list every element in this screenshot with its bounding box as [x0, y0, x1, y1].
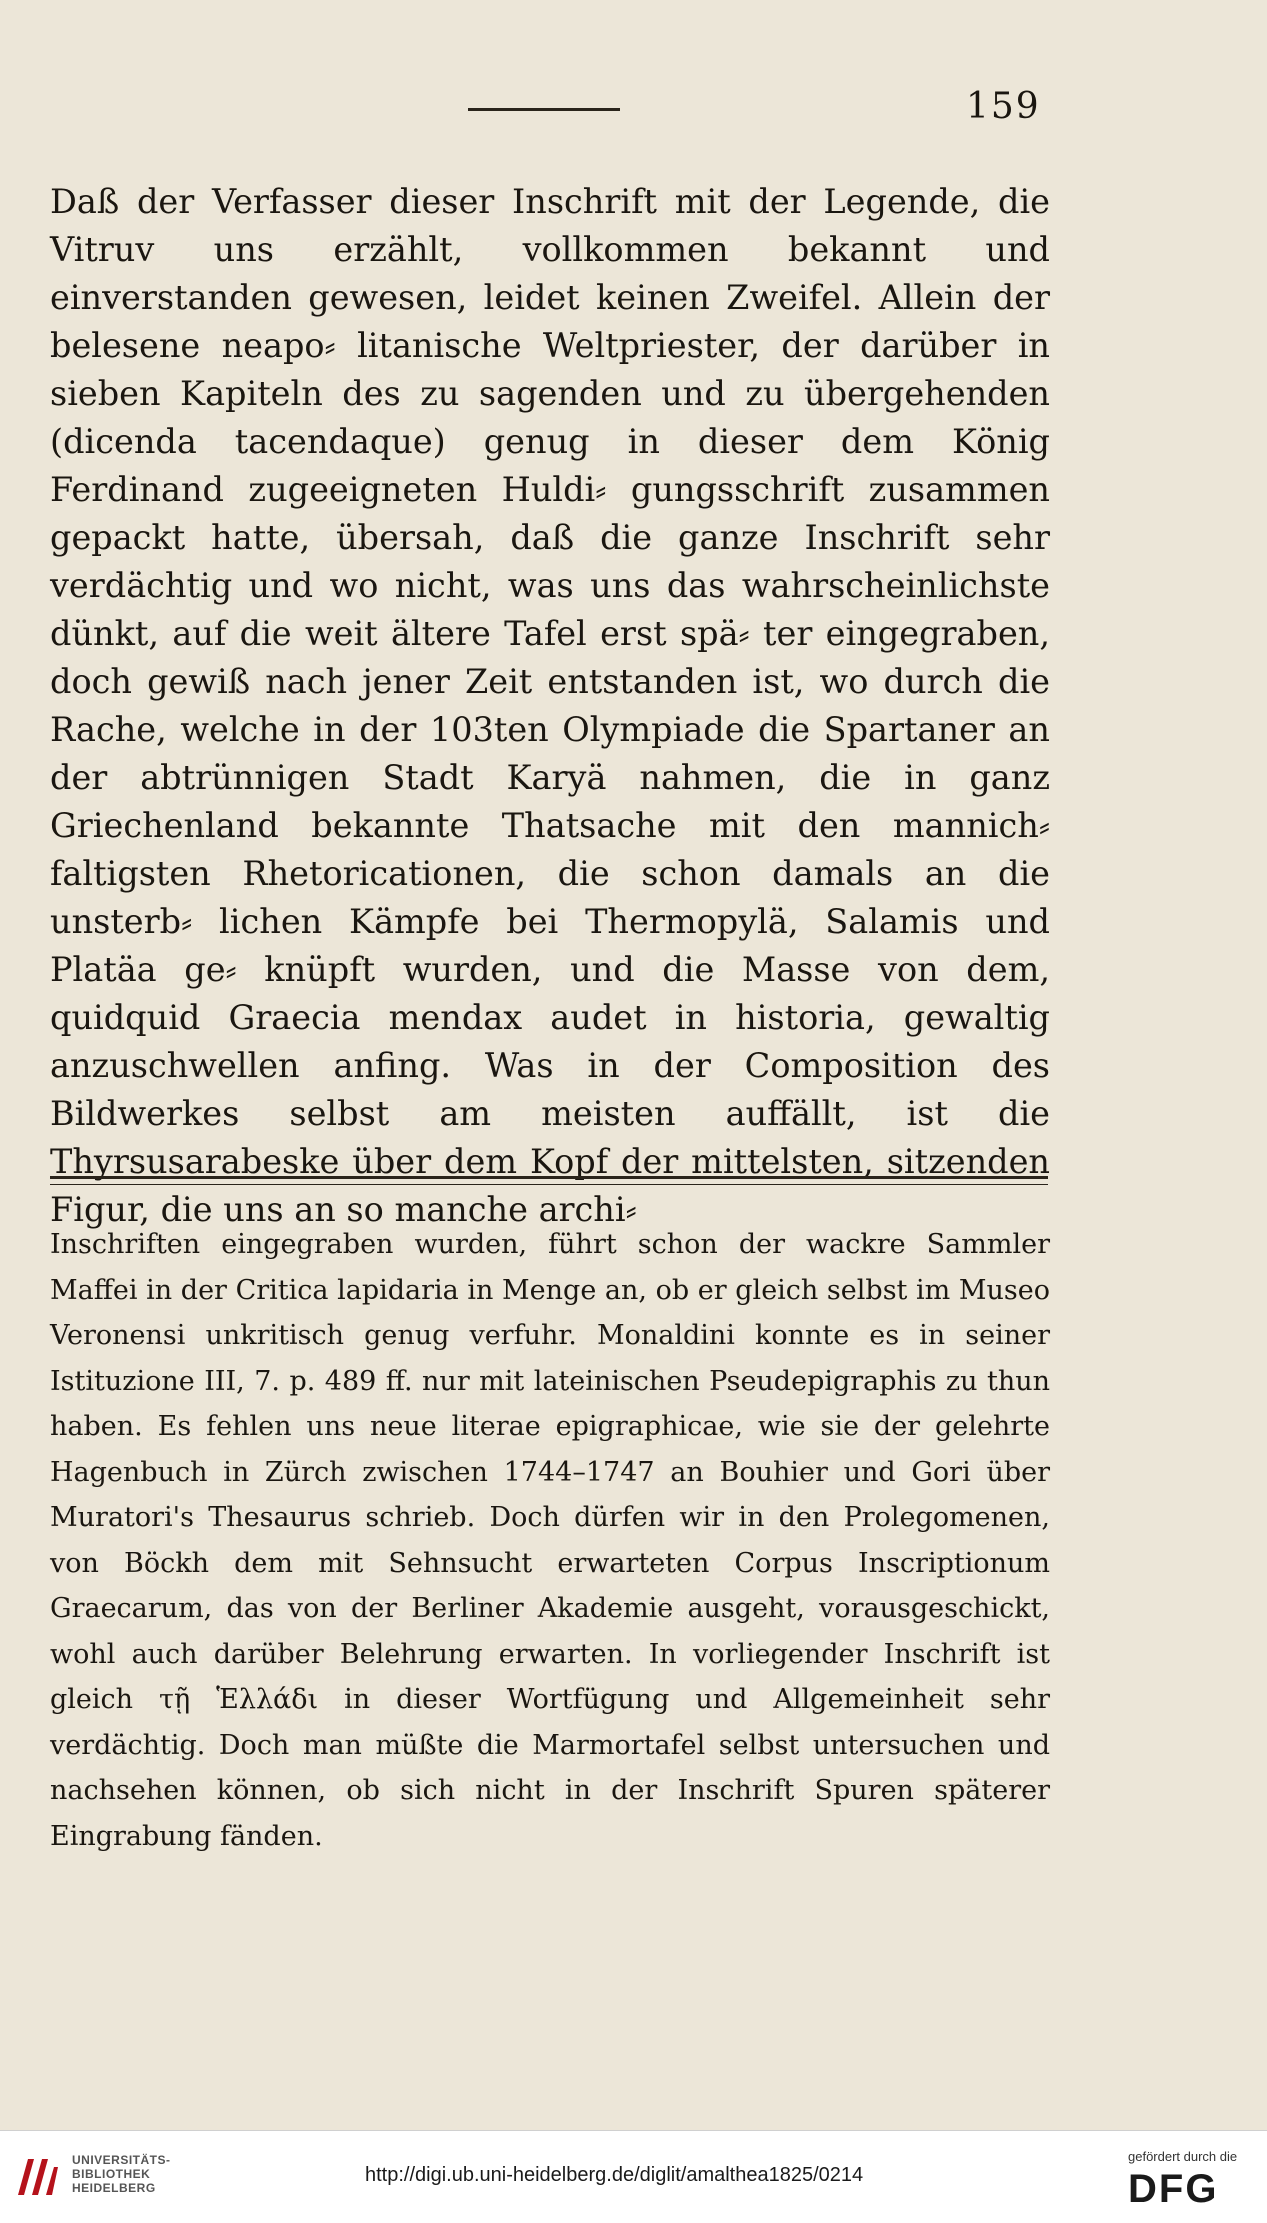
library-name-line: UNIVERSITÄTS- [72, 2153, 171, 2167]
main-text [50, 178, 1050, 1234]
funded-by-label: gefördert durch die [1128, 2149, 1238, 2164]
footnote-rule [50, 1176, 1048, 1185]
dfg-logo[interactable]: DFG [1128, 2167, 1219, 2211]
library-name-line: HEIDELBERG [72, 2181, 156, 2195]
library-name-line: BIBLIOTHEK [72, 2167, 151, 2181]
permalink-url[interactable]: http://digi.ub.uni-heidelberg.de/diglit/amalthea1825/0214 [365, 2164, 864, 2186]
footnote [50, 1222, 1050, 1859]
library-name [72, 2153, 171, 2195]
university-seal-icon [12, 2151, 64, 2203]
footnote-paragraph: Inschriften eingegraben wurden, führt schon der wackre Sammler Maffei in der Critica lapidaria in Menge an, ob er gleich selbst im Museo Veronensi unkritisch genug verfuhr. Monaldini konnte es in seiner Istituzione III, 7. p. 489 ff. nur mit lateinischen Pseudepigraphis zu thun haben. Es fehlen uns neue literae epigraphicae, wie sie der gelehrte Hagenbuch in Zürch zwischen 1744–1747 an Bouhier und Gori über Muratori's Thesaurus schrieb. Doch dürfen wir in den Prolegomenen, von Böckh dem mit Sehnsucht erwarteten Corpus Inscriptionum Graecarum, das von der Berliner Akademie ausgeht, vorausgeschickt, wohl auch darüber Belehrung erwarten. In vorliegender Inschrift ist gleich τῇ Ἑλλάδι in dieser Wortfügung und Allgemeinheit sehr verdächtig. Doch man müßte die Marmortafel selbst untersuchen und nachsehen können, ob sich nicht in der Inschrift Spuren späterer Eingrabung fänden. [50, 1229, 1050, 1852]
body-paragraph: Daß der Verfasser dieser Inschrift mit der Legende, die Vitruv uns erzählt, vollkommen bekannt und einverstanden gewesen, leidet keinen Zweifel. Allein der belesene neapo⸗ litanische Weltpriester, der darüber in sieben Kapiteln des zu sagenden und zu übergehenden (dicenda tacendaque) genug in dieser dem König Ferdinand zugeeigneten Huldi⸗ gungsschrift zusammen gepackt hatte, übersah, daß die ganze Inschrift sehr verdächtig und wo nicht, was uns das wahrscheinlichste dünkt, auf die weit ältere Tafel erst spä⸗ ter eingegraben, doch gewiß nach jener Zeit entstanden ist, wo durch die Rache, welche in der 103ten Olympiade die Spartaner an der abtrünnigen Stadt Karyä nahmen, die in ganz Griechenland bekannte Thatsache mit den mannich⸗ faltigsten Rhetoricationen, die schon damals an die unsterb⸗ lichen Kämpfe bei Thermopylä, Salamis und Platäa ge⸗ knüpft wurden, und die Masse von dem, quidquid Graecia mendax audet in historia, gewaltig anzuschwellen anfing. Was in der Composition des Bildwerkes selbst am meisten auffällt, ist die Thyrsusarabeske über dem Kopf der mittelsten, sitzenden Figur, die uns an so manche archi⸗ [50, 182, 1050, 1229]
viewer-footer [0, 2130, 1267, 2223]
header-rule [468, 108, 620, 111]
page-number: 159 [966, 86, 1041, 127]
